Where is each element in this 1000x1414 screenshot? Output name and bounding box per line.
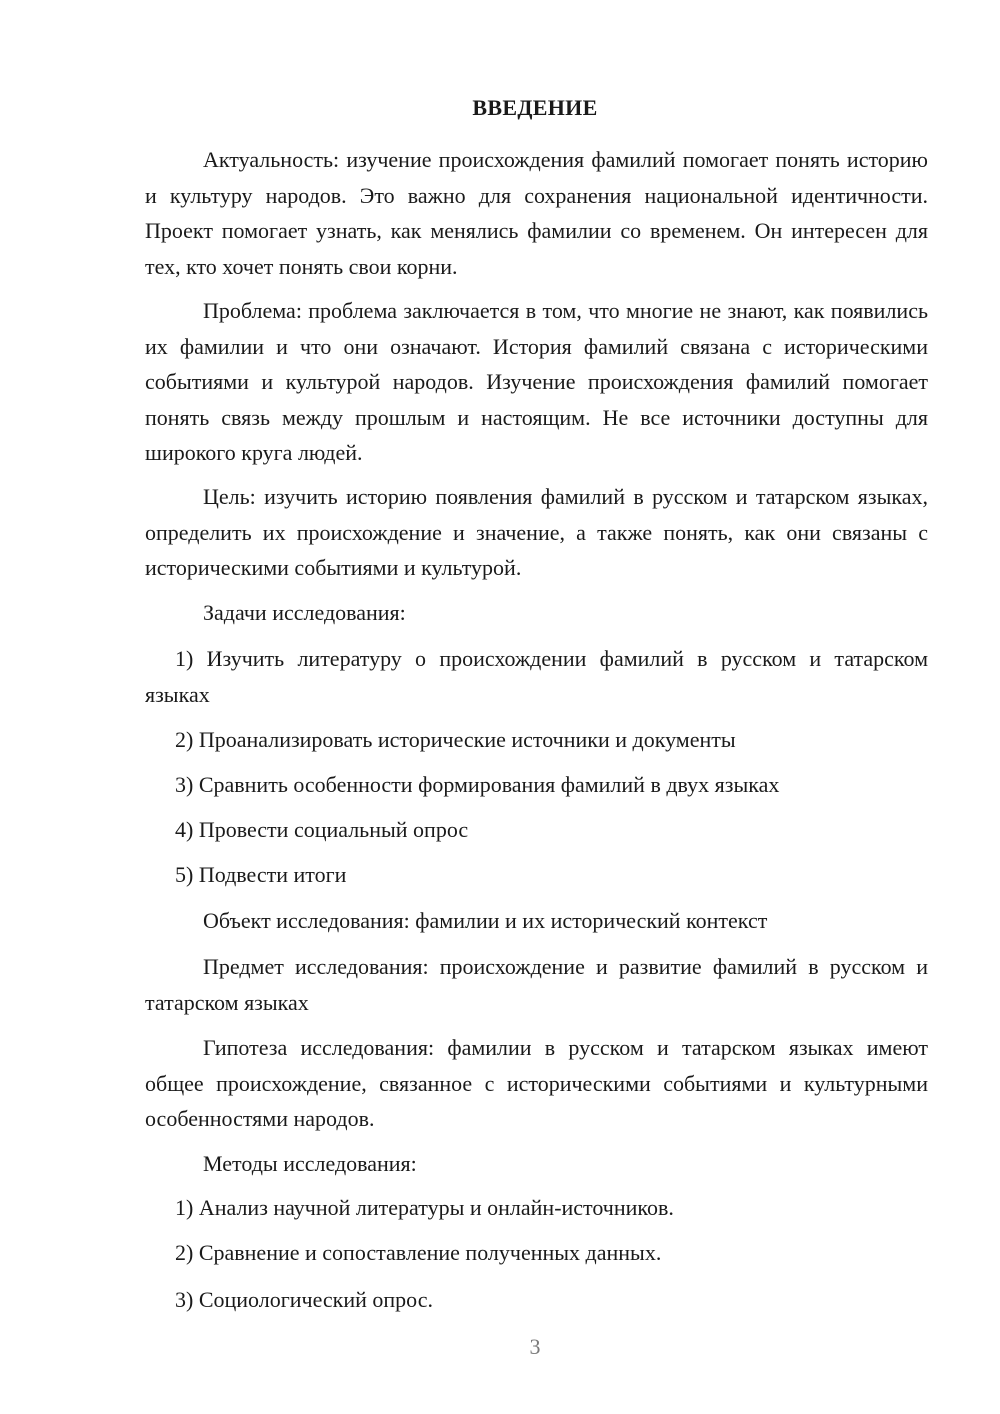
task-item-4: 4) Провести социальный опрос (175, 817, 469, 842)
paragraph-relevance: Актуальность: изучение происхождения фамилий помогает понять историю и культуру народов. Это важно для сохранения национальной идентичности. Проект помогает узнать, как менялись фамилии со временем. Он интересен для тех, кто хочет понять свои корни. (145, 147, 928, 279)
paragraph-problem: Проблема: проблема заключается в том, что многие не знают, как появились их фамилии и что они означают. История фамилий связана с историческими событиями и культурой народов. Изучение происхождения фамилий помогает понять связь между прошлым и настоящим. Не все источники доступны для широкого круга людей. (145, 298, 928, 465)
method-item-2: 2) Сравнение и сопоставление полученных данных. (175, 1240, 662, 1265)
paragraph-goal: Цель: изучить историю появления фамилий в русском и татарском языках, определить их происхождение и значение, а также понять, как они связаны с историческими событиями и культурой. (145, 484, 928, 580)
method-item-3: 3) Социологический опрос. (175, 1287, 433, 1312)
task-item-2: 2) Проанализировать исторические источники и документы (175, 727, 736, 752)
paragraph-object: Объект исследования: фамилии и их исторический контекст (203, 908, 768, 933)
task-item-1: 1) Изучить литературу о происхождении фамилий в русском и татарском языках (145, 646, 928, 707)
task-item-5: 5) Подвести итоги (175, 862, 347, 887)
paragraph-hypothesis: Гипотеза исследования: фамилии в русском и татарском языках имеют общее происхождение, связанное с историческими событиями и культурными особенностями народов. (145, 1035, 928, 1131)
tasks-heading: Задачи исследования: (203, 600, 406, 625)
methods-heading: Методы исследования: (203, 1151, 417, 1176)
section-title: ВВЕДЕНИЕ (472, 95, 598, 120)
task-item-3: 3) Сравнить особенности формирования фамилий в двух языках (175, 772, 780, 797)
paragraph-subject: Предмет исследования: происхождение и развитие фамилий в русском и татарском языках (145, 954, 928, 1015)
method-item-1: 1) Анализ научной литературы и онлайн-источников. (175, 1195, 674, 1220)
page-number: 3 (529, 1334, 541, 1359)
